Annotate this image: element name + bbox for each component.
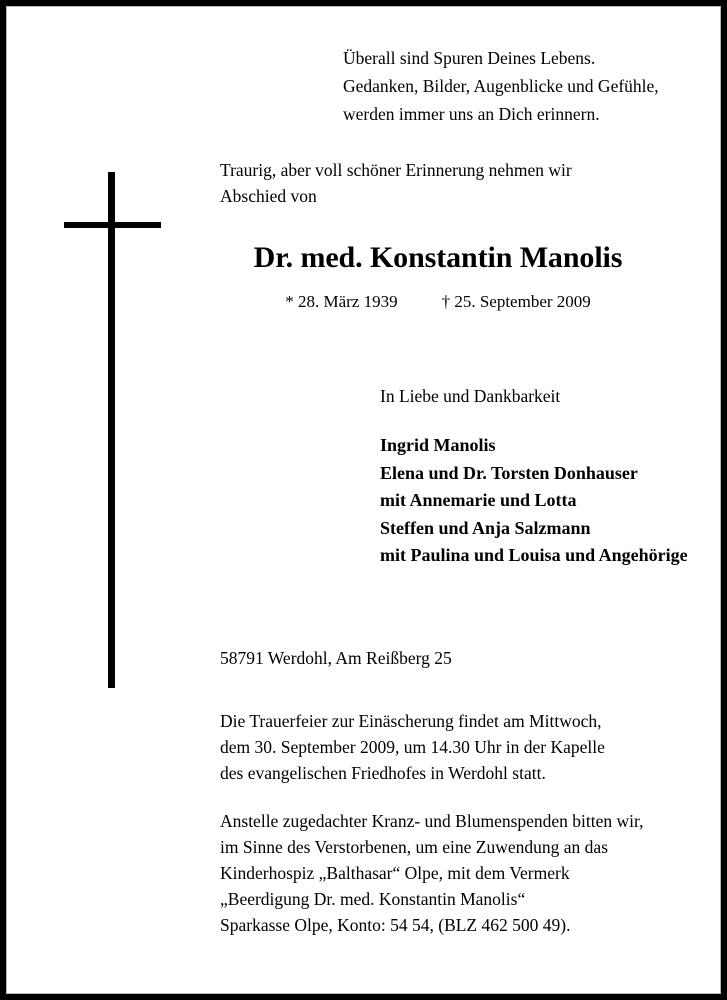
verse-line: Gedanken, Bilder, Augenblicke und Gefühle, (343, 76, 659, 96)
verse-line: Überall sind Spuren Deines Lebens. (343, 48, 596, 68)
survivors-list (380, 432, 700, 570)
gratitude-text: In Liebe und Dankbarkeit (380, 386, 561, 406)
survivor-name: Steffen und Anja Salzmann (380, 517, 591, 538)
life-dates (183, 290, 693, 314)
deceased-name: Dr. med. Konstantin Manolis (253, 241, 623, 274)
birth-date: * 28. März 1939 (285, 292, 398, 311)
survivor-name: Elena und Dr. Torsten Donhauser (380, 462, 638, 483)
donation-line: Sparkasse Olpe, Konto: 54 54, (BLZ 462 500 49). (220, 915, 571, 935)
donation-line: „Beerdigung Dr. med. Konstantin Manolis“ (220, 889, 526, 909)
ceremony-line: Die Trauerfeier zur Einäscherung findet am Mittwoch, (220, 711, 602, 731)
address-line: 58791 Werdohl, Am Reißberg 25 (220, 648, 452, 668)
survivor-name: mit Paulina und Louisa (380, 545, 561, 565)
cross-horizontal-bar (64, 222, 161, 228)
donation-details (220, 808, 700, 938)
survivor-name: Ingrid Manolis (380, 435, 496, 455)
verse-line: werden immer uns an Dich erinnern. (343, 104, 600, 124)
farewell-text (220, 157, 680, 209)
donation-line: Kinderhospiz „Balthasar“ Olpe, mit dem Vermerk (220, 863, 570, 883)
donation-line: im Sinne des Verstorbenen, um eine Zuwendung an das (220, 837, 608, 857)
cross-vertical-bar (108, 172, 115, 688)
survivor-name: mit Annemarie und Lotta (380, 490, 577, 510)
farewell-line: Traurig, aber voll schöner Erinnerung nehmen wir (220, 160, 572, 180)
farewell-line: Abschied von (220, 186, 317, 206)
death-date: † 25. September 2009 (441, 292, 591, 311)
ceremony-line: des evangelischen Friedhofes in Werdohl statt. (220, 763, 546, 783)
survivor-name: und Angehörige (565, 545, 688, 565)
christian-cross-icon (57, 165, 167, 693)
donation-line: Anstelle zugedachter Kranz- und Blumenspenden bitten wir, (220, 811, 644, 831)
ceremony-details (220, 708, 690, 786)
ceremony-line: dem 30. September 2009, um 14.30 Uhr in der Kapelle (220, 737, 605, 757)
memorial-verse (343, 44, 703, 128)
